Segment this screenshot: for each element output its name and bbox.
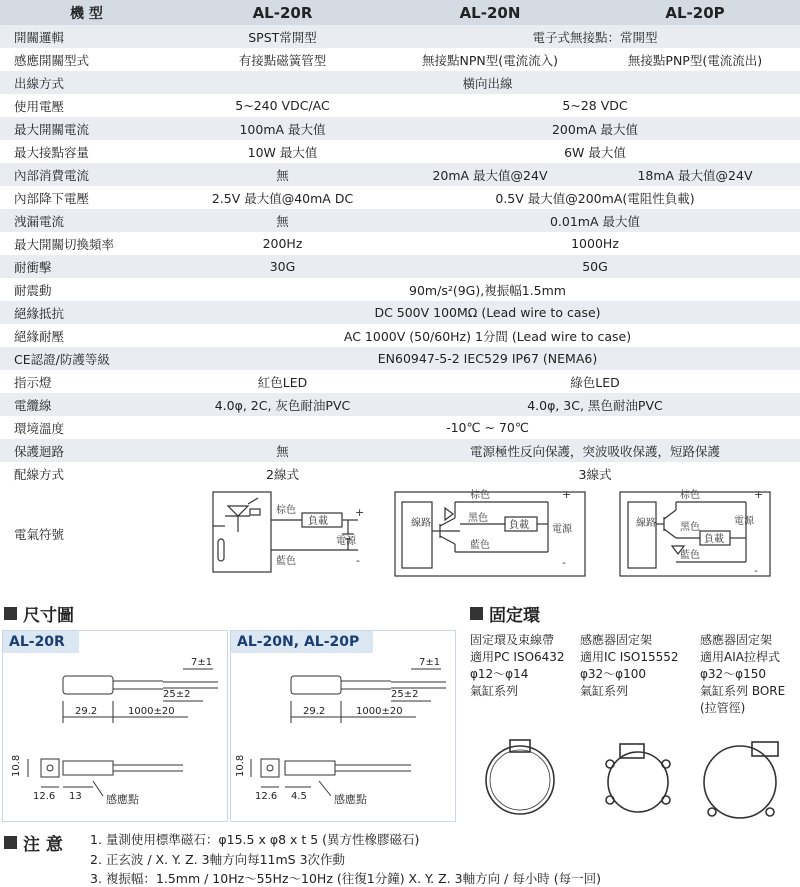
header-model-al20r: AL-20R	[252, 3, 313, 22]
ring-illustrations	[470, 738, 800, 824]
spec-cell: SPST常開型	[248, 29, 317, 45]
spec-cell: -10℃ ~ 70℃	[446, 420, 529, 435]
n-load-label: 負載	[509, 520, 529, 531]
spec-row	[0, 25, 800, 48]
r-load-label: 負載	[308, 516, 328, 527]
d2-25: 25±2	[391, 689, 419, 700]
spec-cell: 18mA 最大值@24V	[637, 167, 753, 183]
spec-cell: 0.01mA 最大值	[549, 213, 641, 229]
dim-tab-al20np: AL-20N, AL-20P	[231, 631, 373, 653]
spec-row	[0, 416, 800, 439]
symbol-al20r	[213, 492, 364, 572]
spec-cell: 5~240 VDC/AC	[235, 98, 330, 113]
spec-cell: 橫向出線	[462, 75, 513, 91]
symbol-al20n	[395, 488, 585, 576]
spec-cell: DC 500V 100MΩ (Lead wire to case)	[374, 305, 601, 320]
spec-row-label: 最大接點容量	[14, 144, 90, 160]
spec-row	[0, 140, 800, 163]
d1-1000: 1000±20	[128, 706, 175, 717]
p-brown-label: 棕色	[680, 490, 700, 501]
p-plus: +	[754, 488, 764, 501]
spec-cell: 6W 最大值	[564, 144, 626, 160]
spec-row-label: 最大開關電流	[14, 121, 90, 137]
r-minus: -	[356, 554, 360, 567]
spec-row-label: 耐震動	[14, 282, 52, 298]
ring1-line: 適用PC ISO6432	[470, 650, 565, 664]
ring1-line: 氣缸系列	[470, 684, 519, 698]
spec-cell: 5~28 VDC	[562, 98, 628, 113]
ring2-line: φ32～φ100	[580, 667, 647, 681]
d1-7: 7±1	[191, 657, 213, 668]
ring2-line: 氣缸系列	[580, 684, 629, 698]
spec-row-label: 內部消費電流	[14, 167, 90, 183]
d2-12: 12.6	[255, 791, 278, 802]
dimensions-heading	[4, 601, 74, 626]
spec-row-label: 絕緣抵抗	[14, 305, 65, 321]
band-clamp-icon	[486, 740, 554, 814]
spec-cell: 有接點磁簧管型	[238, 52, 327, 68]
spec-row	[0, 209, 800, 232]
d2-7: 7±1	[419, 657, 441, 668]
spec-row	[0, 255, 800, 278]
ring3-line: φ32～φ150	[700, 667, 767, 681]
ring-col-2	[580, 632, 679, 700]
spec-row-label: 電纜線	[14, 397, 52, 413]
spec-row	[0, 232, 800, 255]
ring2-line: 感應器固定架	[580, 633, 653, 647]
spec-row-label: 保護迴路	[14, 443, 65, 459]
r-plus: +	[355, 506, 365, 519]
spec-cell: 紅色LED	[257, 374, 308, 390]
spec-row-label: 耐衝擊	[14, 259, 52, 275]
spec-row	[0, 439, 800, 462]
symbol-row-label: 電氣符號	[14, 527, 65, 542]
dimensions-title: 尺寸圖	[23, 606, 74, 626]
spec-cell: 100mA 最大值	[239, 121, 326, 137]
spec-row-label: 指示燈	[14, 374, 52, 390]
note-item-1: 1. 量測使用標準磁石：φ15.5 x φ8 x t 5 (異方性橡膠磁石)	[90, 832, 420, 847]
d2-10: 10.8	[235, 754, 246, 777]
spec-row-label: 最大開關切換頻率	[14, 236, 115, 252]
n-power-label: 電源	[552, 524, 572, 535]
spec-row	[0, 278, 800, 301]
spec-cell: 1000Hz	[571, 236, 619, 251]
d2-sense: 感應點	[334, 793, 367, 806]
ring1-line: φ12～φ14	[470, 667, 529, 681]
spec-row-label: 開關邏輯	[14, 29, 65, 45]
d2-29: 29.2	[303, 706, 326, 717]
p-circuit-label: 線路	[636, 518, 656, 529]
spec-cell: 20mA 最大值@24V	[432, 167, 548, 183]
spec-row	[0, 370, 800, 393]
spec-row	[0, 186, 800, 209]
n-brown-label: 棕色	[470, 490, 490, 501]
spec-cell: 200mA 最大值	[551, 121, 639, 137]
spec-cell: 4.0φ, 3C, 黑色耐油PVC	[527, 397, 663, 413]
ring3-line: 氣缸系列 BORE	[700, 684, 786, 698]
p-minus: -	[754, 564, 758, 577]
spec-row-label: 使用電壓	[14, 98, 65, 114]
ring3-line: (拉管徑)	[700, 701, 746, 715]
header-model-al20n: AL-20N	[459, 3, 521, 22]
p-black-label: 黑色	[680, 522, 700, 533]
p-blue-label: 藍色	[680, 550, 700, 561]
ring2-line: 適用IC ISO15552	[580, 650, 679, 664]
spec-cell: 2線式	[266, 466, 299, 482]
spec-row-label: 環境溫度	[14, 420, 65, 436]
spec-row-label: CE認證/防護等級	[14, 351, 110, 367]
dim-drawing-al20r	[3, 631, 227, 821]
spec-row	[0, 163, 800, 186]
spec-cell: 電源極性反向保護，突波吸收保護，短路保護	[469, 443, 720, 459]
spec-row-label: 內部降下電壓	[14, 190, 90, 206]
d1-10: 10.8	[11, 754, 22, 777]
spec-cell: AC 1000V (50/60Hz) 1分間 (Lead wire to case)	[343, 328, 632, 344]
spec-row	[0, 117, 800, 140]
d1-25: 25±2	[163, 689, 191, 700]
note-item-2: 2. 正玄波 / X. Y. Z. 3軸方向每11mS 3次作動	[90, 852, 346, 867]
spec-row-label: 感應開關型式	[14, 52, 90, 68]
aia-bracket-icon	[704, 742, 778, 818]
spec-cell: 電子式無接點：常開型	[532, 29, 658, 45]
spec-row-label: 出線方式	[14, 75, 65, 91]
rings-title: 固定環	[489, 606, 540, 626]
note-item-3: 3. 複振幅：1.5mm / 10Hz～55Hz～10Hz (往復1分鐘) X. Y. Z. 3軸方向 / 每小時 (每一回)	[90, 871, 601, 886]
spec-row-label: 配線方式	[14, 466, 65, 482]
n-blue-label: 藍色	[470, 540, 490, 551]
spec-cell: 10W 最大值	[247, 144, 318, 160]
ring-col-3	[700, 632, 785, 717]
spec-row	[0, 301, 800, 324]
r-power-label: 電源	[336, 536, 356, 547]
d1-29: 29.2	[75, 706, 98, 717]
bullet-square-icon	[4, 836, 17, 849]
dim-drawing-al20np	[231, 631, 455, 821]
spec-cell: 無接點NPN型(電流流入)	[422, 52, 558, 68]
dim-panel-al20np	[230, 630, 456, 822]
spec-cell: 0.5V 最大值@200mA(電阻性負載)	[495, 190, 695, 206]
spec-row	[0, 71, 800, 94]
dim-panel-al20r	[2, 630, 228, 822]
n-black-label: 黑色	[468, 513, 488, 524]
spec-cell: 3線式	[578, 466, 612, 482]
p-power-label: 電源	[734, 516, 754, 527]
electrical-symbols	[0, 484, 800, 584]
ring-col-1	[470, 632, 565, 700]
spec-row	[0, 94, 800, 117]
spec-row	[0, 393, 800, 416]
dim-tab-al20r: AL-20R	[3, 631, 79, 653]
spec-cell: EN60947-5-2 IEC529 IP67 (NEMA6)	[377, 351, 598, 366]
n-plus: +	[562, 488, 572, 501]
spec-cell: 2.5V 最大值@40mA DC	[211, 190, 354, 206]
notes-heading	[4, 830, 63, 855]
spec-cell: 30G	[269, 259, 296, 274]
d1-12: 12.6	[33, 791, 56, 802]
spec-cell: 200Hz	[262, 236, 303, 251]
n-minus: -	[562, 556, 566, 569]
spec-header-row	[0, 0, 800, 25]
bullet-square-icon	[470, 607, 483, 620]
r-brown-label: 棕色	[276, 505, 296, 516]
spec-cell: 無接點PNP型(電流流出)	[627, 52, 763, 68]
symbol-al20p	[620, 488, 770, 577]
n-circuit-label: 線路	[411, 518, 431, 529]
ring3-line: 適用AIA拉桿式	[700, 650, 780, 664]
spec-row	[0, 324, 800, 347]
spec-cell: 90m/s²(9G),複振幅1.5mm	[409, 282, 566, 298]
spec-row	[0, 462, 800, 485]
spec-row	[0, 347, 800, 370]
spec-cell: 無	[276, 213, 289, 229]
ring1-line: 固定環及束線帶	[470, 633, 555, 647]
spec-cell: 無	[276, 443, 289, 459]
ring3-line: 感應器固定架	[700, 633, 773, 647]
d2-45: 4.5	[291, 791, 307, 802]
spec-row-label: 絕緣耐壓	[14, 328, 65, 344]
spec-row	[0, 48, 800, 71]
header-label: 機 型	[70, 5, 103, 22]
header-model-al20p: AL-20P	[665, 3, 725, 22]
spec-cell: 50G	[582, 259, 608, 274]
mount-bracket-icon	[606, 744, 670, 812]
bullet-square-icon	[4, 607, 17, 620]
notes-title: 注 意	[23, 835, 63, 855]
spec-cell: 無	[276, 167, 289, 183]
rings-heading	[470, 601, 540, 626]
r-blue-label: 藍色	[276, 556, 296, 567]
d1-sense: 感應點	[106, 793, 139, 806]
spec-row-label: 洩漏電流	[14, 213, 65, 229]
p-load-label: 負載	[704, 534, 724, 545]
d2-1000: 1000±20	[356, 706, 403, 717]
d1-13: 13	[69, 791, 82, 802]
spec-cell: 綠色LED	[570, 374, 620, 390]
spec-cell: 4.0φ, 2C, 灰色耐油PVC	[214, 397, 351, 413]
